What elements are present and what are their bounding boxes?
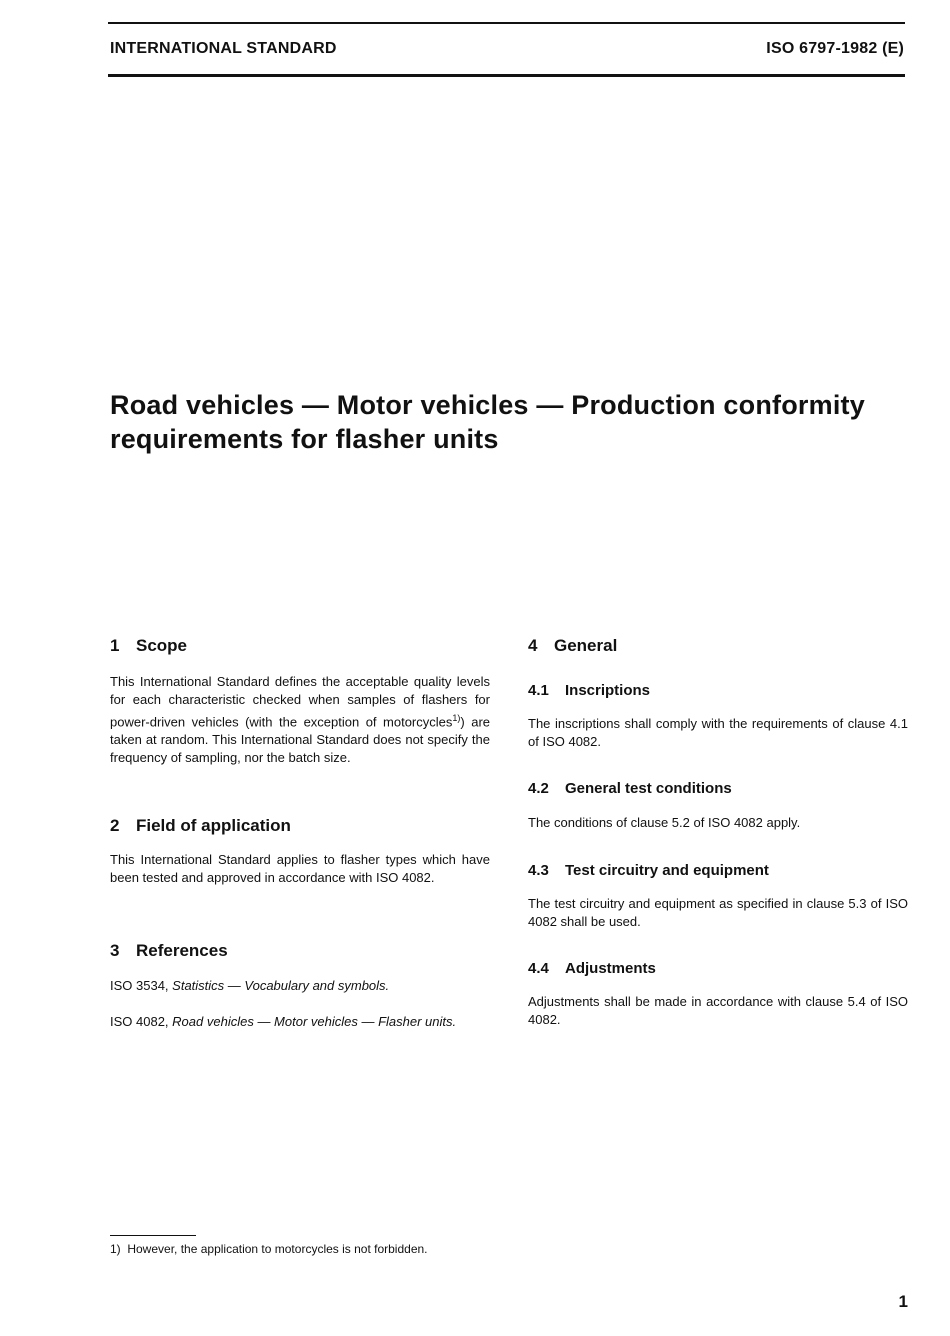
section-title: Field of application	[136, 816, 291, 835]
subsection-paragraph: The conditions of clause 5.2 of ISO 4082 apply.	[528, 815, 801, 830]
footnote	[110, 1242, 428, 1256]
subsection-heading	[528, 682, 908, 699]
reference-title: Statistics — Vocabulary and symbols.	[172, 978, 390, 993]
title-line-1: Road vehicles — Motor vehicles — Production conformity	[110, 390, 865, 420]
section-heading	[110, 636, 490, 656]
reference-item	[110, 1013, 490, 1031]
section-number: 4	[528, 636, 538, 655]
top-rule	[108, 22, 905, 24]
subsection-heading	[528, 862, 908, 879]
scope-text-1: This International Standard defines the acceptable quality levels for each characteristic checked when samples of flashers for power-driven vehicles (with the exception of motorcycles	[110, 674, 490, 730]
section-general	[528, 636, 908, 656]
title-line-2: requirements for flasher units	[110, 424, 499, 454]
subsection-title: Inscriptions	[565, 682, 651, 699]
subsection-number: 4.1	[528, 682, 549, 699]
subsection-general-test-conditions	[528, 780, 908, 832]
doc-type-label: INTERNATIONAL STANDARD	[110, 40, 337, 57]
footnote-text: However, the application to motorcycles is not forbidden.	[127, 1242, 428, 1256]
standard-number: ISO 6797-1982 (E)	[766, 40, 904, 57]
reference-item	[110, 977, 490, 995]
footnote-mark: 1)	[110, 1242, 121, 1256]
subsection-paragraph: Adjustments shall be made in accordance with clause 5.4 of ISO 4082.	[528, 994, 908, 1027]
field-paragraph: This International Standard applies to flasher types which have been tested and approved in accordance with ISO 4082.	[110, 852, 490, 885]
subsection-test-circuitry	[528, 862, 908, 931]
page-number: 1	[898, 1292, 908, 1311]
subsection-heading	[528, 960, 908, 977]
footnote-rule	[110, 1235, 196, 1236]
subsection-inscriptions	[528, 682, 908, 751]
header-rule	[108, 74, 905, 77]
subsection-number: 4.2	[528, 780, 549, 797]
section-field-of-application	[110, 816, 490, 887]
section-heading	[110, 941, 490, 961]
section-heading	[528, 636, 908, 656]
section-title: General	[554, 636, 618, 655]
section-number: 2	[110, 816, 120, 835]
subsection-paragraph: The test circuitry and equipment as specified in clause 5.3 of ISO 4082 shall be used.	[528, 896, 908, 929]
subsection-heading	[528, 780, 908, 797]
section-number: 3	[110, 941, 120, 960]
subsection-number: 4.4	[528, 960, 549, 977]
section-title: Scope	[136, 636, 188, 655]
reference-code: ISO 4082,	[110, 1014, 169, 1029]
section-scope	[110, 636, 490, 767]
section-number: 1	[110, 636, 120, 655]
reference-code: ISO 3534,	[110, 978, 169, 993]
section-references	[110, 941, 490, 1031]
reference-title: Road vehicles — Motor vehicles — Flasher units.	[172, 1014, 457, 1029]
section-heading	[110, 816, 490, 836]
section-title: References	[136, 941, 228, 960]
footnote-ref: 1)	[452, 713, 461, 723]
subsection-title: Adjustments	[565, 960, 656, 977]
subsection-title: General test conditions	[565, 780, 732, 797]
subsection-paragraph: The inscriptions shall comply with the requirements of clause 4.1 of ISO 4082.	[528, 716, 908, 749]
scope-text-2: ) are taken at random. This International Standard does not specify the frequency of sampling, nor the batch size.	[110, 714, 491, 766]
scope-paragraph	[110, 673, 490, 767]
document-title	[110, 388, 910, 456]
subsection-title: Test circuitry and equipment	[565, 862, 769, 879]
subsection-number: 4.3	[528, 862, 549, 879]
subsection-adjustments	[528, 960, 908, 1029]
